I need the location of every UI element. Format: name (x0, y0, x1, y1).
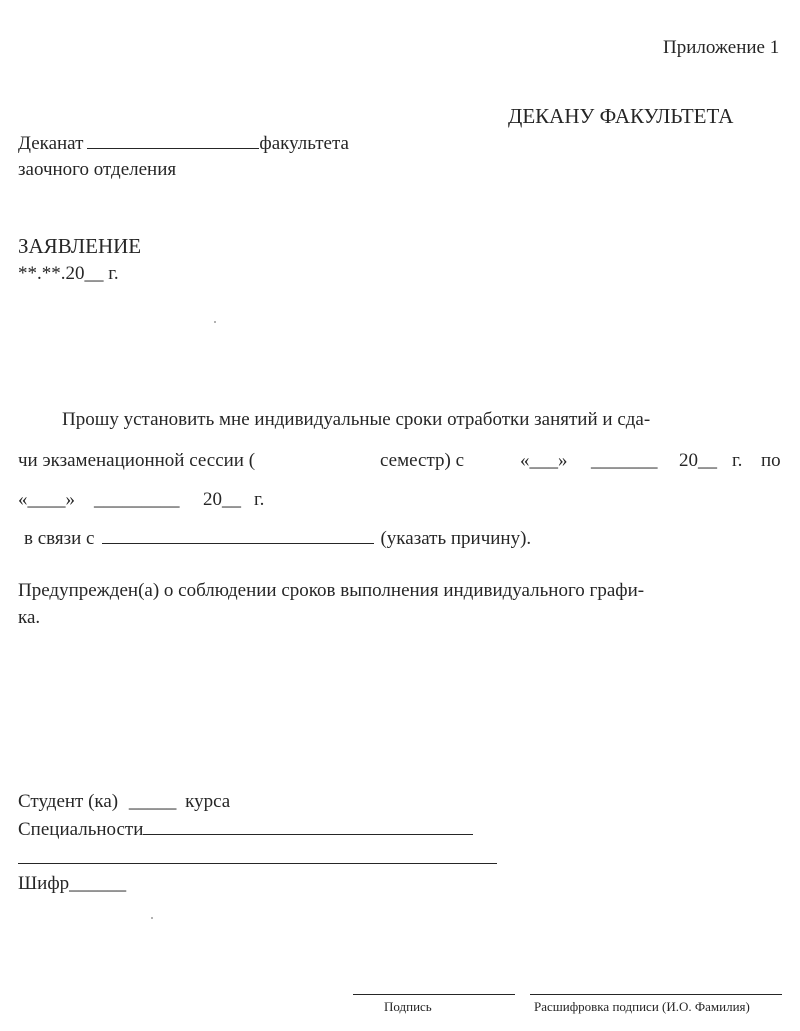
sender-dean-office: Деканат (18, 133, 84, 154)
request-start-month: _______ (591, 450, 658, 471)
specialty-continuation-line (18, 863, 497, 864)
code-label: Шифр (18, 873, 70, 894)
course-blank: _____ (128, 791, 177, 812)
warning-line-2: ка. (18, 607, 41, 628)
specialty-blank (143, 833, 473, 835)
request-end-day: «____» (18, 489, 75, 510)
request-start-year-suffix: г. (732, 450, 743, 471)
reason-blank (102, 542, 374, 544)
signature-label: Подпись (384, 999, 432, 1014)
request-start-day: «___» (520, 450, 568, 471)
document-title: ЗАЯВЛЕНИЕ (18, 234, 142, 258)
document-date: **.**.20__ г. (18, 263, 119, 284)
scan-speck (151, 917, 153, 919)
sender-line-2: заочного отделения (18, 159, 177, 180)
faculty-name-blank (87, 147, 259, 149)
request-to-word: по (761, 450, 781, 471)
specialty-label: Специальности (18, 819, 144, 840)
code-line (18, 874, 126, 893)
request-semester: семестр) с (380, 450, 465, 471)
sender-line-1 (18, 134, 349, 153)
request-end-year-suffix: г. (254, 489, 265, 510)
appendix-label: Приложение 1 (663, 37, 780, 58)
warning-line-1: Предупрежден(а) о соблюдении сроков выполнения индивидуального графи- (18, 580, 645, 601)
reason-prefix: в связи с (24, 528, 95, 549)
student-course-line (18, 792, 230, 811)
code-blank: ______ (69, 873, 127, 894)
reason-suffix: (указать причину). (380, 528, 532, 549)
signature-decode-line (530, 994, 782, 995)
sender-faculty-word: факультета (259, 133, 349, 154)
request-line-2-start: чи экзаменационной сессии ( (18, 450, 256, 471)
course-label: курса (185, 791, 231, 812)
reason-line (24, 529, 531, 548)
request-start-year: 20__ (679, 450, 717, 471)
addressee-heading: ДЕКАНУ ФАКУЛЬТЕТА (508, 104, 734, 128)
signature-line (353, 994, 515, 995)
request-line-1: Прошу установить мне индивидуальные сроки отработки занятий и сда- (62, 409, 651, 430)
specialty-line (18, 820, 473, 839)
student-label: Студент (ка) (18, 791, 119, 812)
request-end-year: 20__ (203, 489, 241, 510)
signature-decode-label: Расшифровка подписи (И.О. Фамилия) (534, 999, 750, 1014)
scan-speck (214, 321, 216, 323)
request-end-month: _________ (94, 489, 180, 510)
